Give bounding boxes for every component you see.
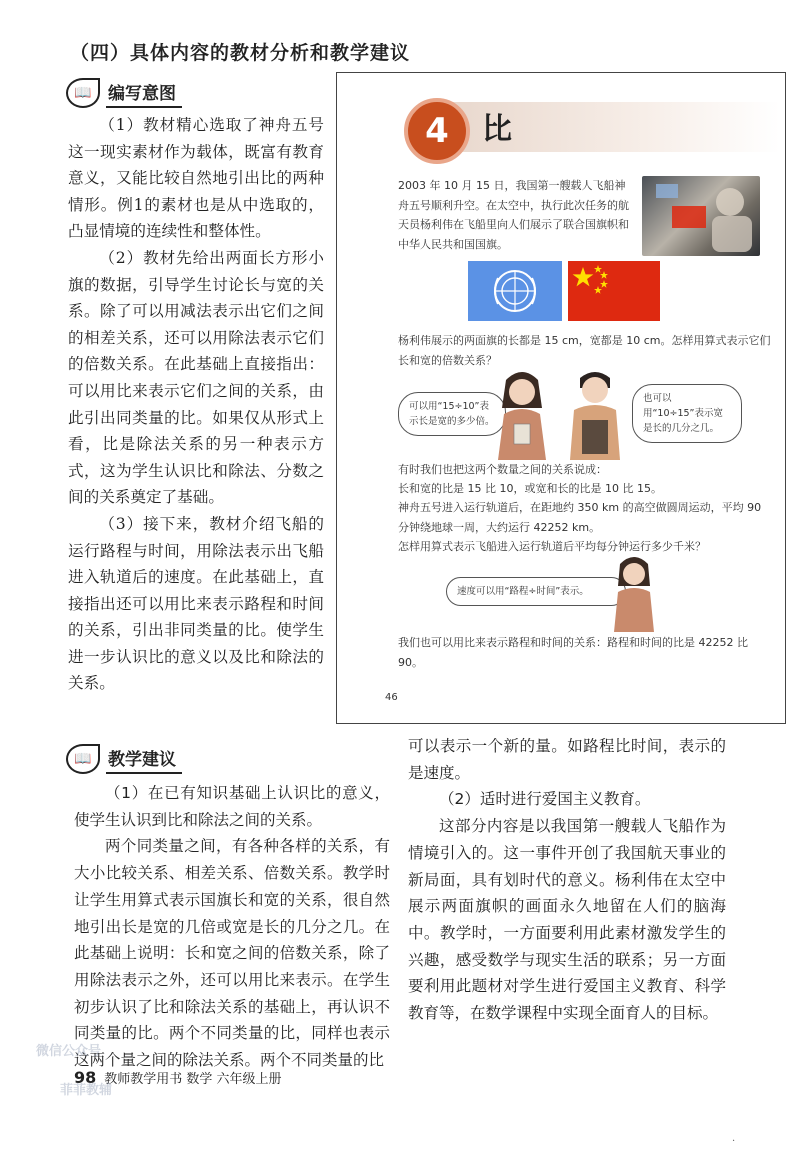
intent-text (68, 112, 324, 697)
girl-figure (488, 368, 556, 464)
intent-paragraph-2: （2）教材先给出两面长方形小旗的数据，引导学生讨论长与宽的关系。除了可以用减法表示出它们之间的相差关系，还可以用除法表示它们的倍数关系。在此基础上直接指出：可以用比来表示它们之间的关系，由此引出同类量的比。如果仅从形式上看，比是除法关系的另一种表示方式，这为学生认识比和除法、分数之间的关系奠定了基础。 (68, 248, 324, 507)
lesson-title: 比 (482, 112, 512, 147)
watermark-line-1: 微信公众号 (36, 1044, 102, 1059)
ratio-line: 长和宽的比是 15 比 10，或宽和长的比是 10 比 15。 (398, 482, 662, 495)
un-emblem-icon (490, 266, 540, 316)
corner-dot: · (732, 1136, 736, 1147)
ratio-intro: 有时我们也把这两个数量之间的关系说成： (398, 463, 607, 476)
orbit-text: 神舟五号进入运行轨道后，在距地约 350 km 的高空做圆周运动，平均 90 分钟绕地球一周，大约运行 42252 km。 (398, 501, 762, 534)
speed-question: 怎样用算式表示飞船进入运行轨道后平均每分钟运行多少千米？ (398, 540, 706, 553)
intent-badge (66, 78, 182, 108)
advice-paragraph-2: 两个同类量之间，有各种各样的关系，有大小比较关系、相差关系、倍数关系。教学时让学生用算式表示国旗长和宽的关系，很自然地引出长是宽的几倍或宽是长的几分之几。在此基础上说明：长和宽之间的倍数关系，除了用除法表示之外，还可以用比来表示。在学生初步认识了比和除法关系的基础上，再认识不同类量的比。两个不同类量的比，同样也表示这两个量之间的除法关系。两个不同类量的比 (74, 837, 390, 1070)
book-icon: 📖 (66, 78, 100, 108)
advice-paragraph-1: （1）在已有知识基础上认识比的意义，使学生认识到比和除法之间的关系。 (74, 784, 390, 829)
advice-paragraph-4: 这部分内容是以我国第一艘载人飞船作为情境引入的。这一事件开创了我国航天事业的新局面，具有划时代的意义。杨利伟在太空中展示两面旗帜的画面永久地留在人们的脑海中。教学时，一方面要利用此素材激发学生的兴趣，感受数学与现实生活的联系；另一方面要利用此题材对学生进行爱国主义教育、科学教育等，在数学课程中实现全面育人的目标。 (408, 817, 726, 1023)
textbook-conclusion: 我们也可以用比来表示路程和时间的关系：路程和时间的比是 42252 比 90。 (398, 636, 748, 669)
textbook-page-number: 46 (385, 692, 398, 703)
astronaut-illustration (642, 176, 760, 256)
page-number: 98 (74, 1068, 97, 1087)
china-flag (568, 261, 660, 321)
watermark-line-2: 菲菲教辅 (60, 1083, 113, 1098)
speech-bubble-left: 可以用“15÷10”表示长是宽的多少倍。 (398, 392, 506, 436)
book-icon: 📖 (66, 744, 100, 774)
advice-right-column (408, 733, 726, 1027)
un-flag (468, 261, 562, 321)
book-title: 教师教学用书 数学 六年级上册 (104, 1072, 282, 1087)
advice-badge-label: 教学建议 (106, 745, 182, 774)
advice-continued: 可以表示一个新的量。如路程比时间，表示的是速度。 (408, 737, 726, 782)
speech-bubble-right: 也可以用“10÷15”表示宽是长的几分之几。 (632, 384, 742, 443)
flag-question: 杨利伟展示的两面旗的长都是 15 cm，宽都是 10 cm。怎样用算式表示它们长和宽的倍数关系？ (398, 334, 771, 367)
textbook-intro: 2003 年 10 月 15 日，我国第一艘载人飞船神舟五号顺利升空。在太空中，执行此次任务的航天员杨利伟在飞船里向人们展示了联合国旗帜和中华人民共和国国旗。 (398, 179, 629, 251)
china-flag-stars (568, 261, 660, 321)
intent-paragraph-1: （1）教材精心选取了神舟五号这一现实素材作为载体，既富有教育意义，又能比较自然地引出比的两种情形。例1的素材也是从中选取的，凸显情境的连续性和整体性。 (68, 116, 324, 241)
girl-figure-2 (606, 554, 662, 634)
intent-paragraph-3: （3）接下来，教材介绍飞船的运行路程与时间，用除法表示出飞船进入轨道后的速度。在此基础上，直接指出还可以用比来表示路程和时间的关系，引出非同类量的比。使学生进一步认识比的意义以及比和除法的关系。 (68, 514, 324, 693)
advice-paragraph-3: （2）适时进行爱国主义教育。 (439, 790, 651, 809)
advice-badge (66, 744, 182, 774)
section-title: （四）具体内容的教材分析和教学建议 (70, 42, 411, 64)
intent-badge-label: 编写意图 (106, 79, 182, 108)
boy-figure (562, 364, 628, 464)
astronaut-photo (642, 176, 760, 256)
watermark (12, 1030, 122, 1104)
lesson-number-badge: 4 (404, 98, 470, 164)
speech-bubble-speed: 速度可以用“路程÷时间”表示。 (446, 577, 626, 606)
